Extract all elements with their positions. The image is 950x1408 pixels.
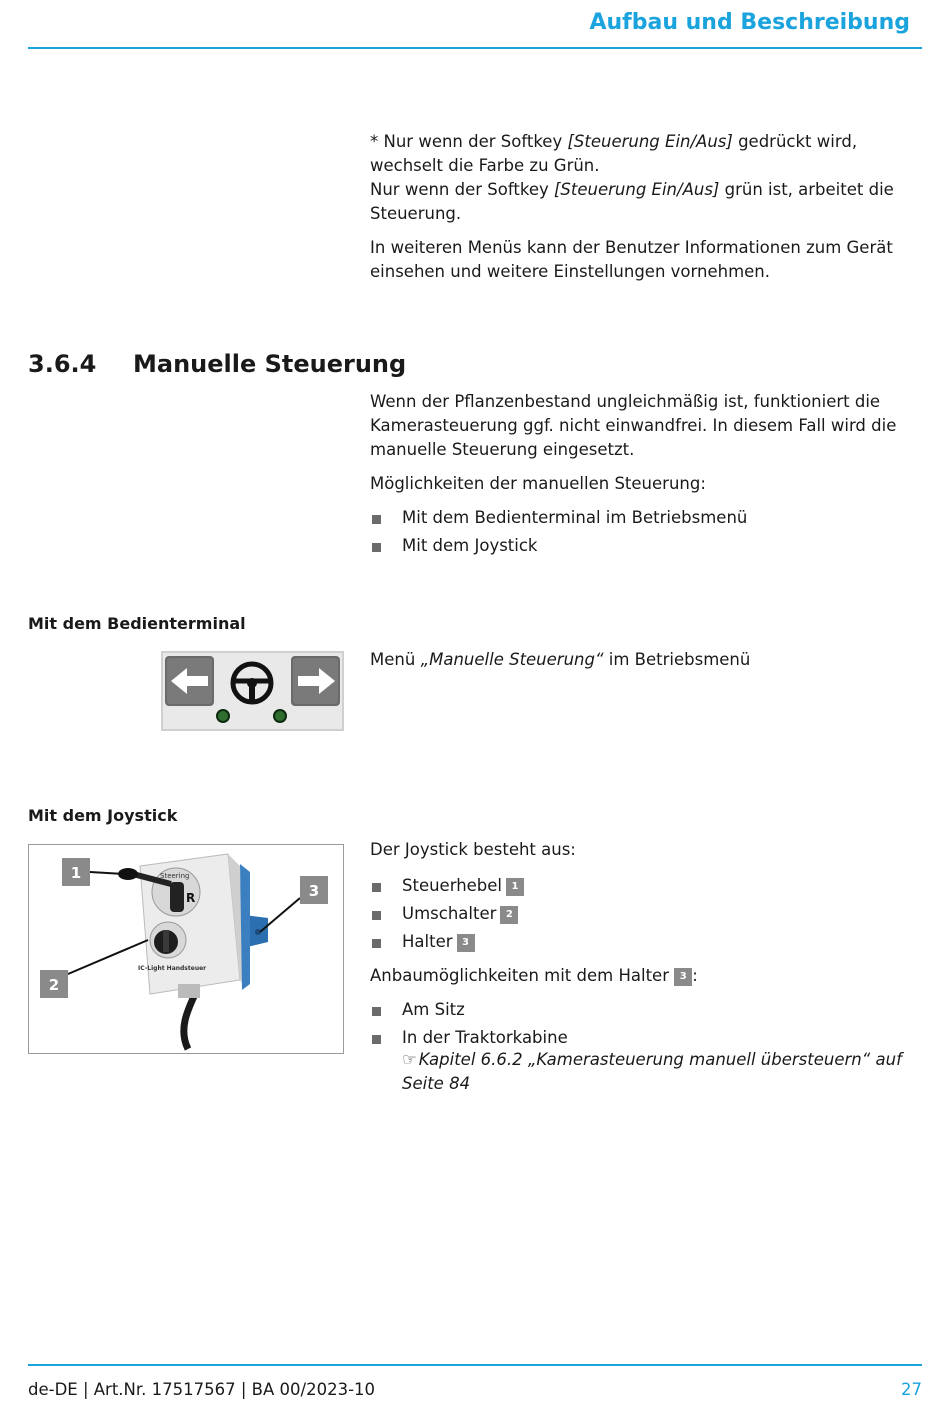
footer-doc-info: de-DE | Art.Nr. 17517567 | BA 00/2023-10 xyxy=(28,1380,376,1399)
part-number-badge: 3 xyxy=(674,968,692,986)
led-left xyxy=(218,711,228,721)
arrow-right-icon xyxy=(291,656,340,706)
photo-label-steering: Steering xyxy=(160,872,190,880)
intro-text xyxy=(370,130,920,284)
list-item: In der Traktorkabine xyxy=(370,1024,920,1052)
section-number: 3.6.4 xyxy=(28,350,97,378)
list-item: Umschalter 2 xyxy=(370,900,920,928)
section-paragraph: Wenn der Pflanzenbestand ungleichmäßig ist, funktioniert die Kamerasteuerung ggf. nicht einwandfrei. In diesem Fall wird die manuelle Steuerung eingesetzt. xyxy=(370,392,897,459)
joystick-text xyxy=(370,838,920,1096)
part-number-badge: 1 xyxy=(506,878,524,896)
terminal-screen-graphic xyxy=(161,651,344,731)
photo-label-r: R xyxy=(186,891,196,905)
terminal-heading: Mit dem Bedienterminal xyxy=(28,614,246,633)
softkey-ref: [Steuerung Ein/Aus] xyxy=(553,180,720,199)
joystick-parts-list xyxy=(370,872,920,956)
part-number-badge: 3 xyxy=(457,934,475,952)
menu-name: „Manuelle Steuerung“ xyxy=(420,650,604,669)
mount-intro: Anbaumöglichkeiten mit dem Halter 3 : xyxy=(370,966,698,985)
intro-paragraph: In weiteren Menüs kann der Benutzer Informationen zum Gerät einsehen und weitere Einstellungen vornehmen. xyxy=(370,238,893,281)
arrow-left-icon xyxy=(165,656,214,706)
callout-1: 1 xyxy=(70,864,82,882)
part-number-badge: 2 xyxy=(500,906,518,924)
photo-label-handsteuer: IC-Light Handsteuer xyxy=(138,965,207,972)
footer-rule xyxy=(28,1364,922,1366)
options-list xyxy=(370,504,920,560)
callout-2: 2 xyxy=(48,976,60,994)
list-item: Am Sitz xyxy=(370,996,920,1024)
mount-list xyxy=(370,996,920,1052)
header-rule xyxy=(28,47,922,49)
list-item: Steuerhebel 1 xyxy=(370,872,920,900)
terminal-screen-image xyxy=(161,651,344,731)
pointing-hand-icon: ☞ xyxy=(402,1050,417,1069)
section-options-intro: Möglichkeiten der manuellen Steuerung: xyxy=(370,474,706,493)
cross-reference-link[interactable]: ☞ Kapitel 6.6.2 „Kamerasteuerung manuell übersteuern“ auf Seite 84 xyxy=(402,1050,902,1093)
section-body xyxy=(370,390,920,560)
intro-note: * Nur wenn der Softkey [Steuerung Ein/Aus] gedrückt wird, wechselt die Farbe zu Grün. Nur wenn der Softkey [Steuerung Ein/Aus] grün ist, arbeitet die Steuerung. xyxy=(370,132,894,223)
terminal-text: Menü „Manuelle Steuerung“ im Betriebsmenü xyxy=(370,650,751,669)
joystick-graphic xyxy=(28,844,344,1054)
led-right xyxy=(275,711,285,721)
softkey-ref: [Steuerung Ein/Aus] xyxy=(567,132,733,151)
running-header-title: Aufbau und Beschreibung xyxy=(589,10,910,35)
list-item: Halter 3 xyxy=(370,928,920,956)
callout-3: 3 xyxy=(308,882,320,900)
joystick-heading: Mit dem Joystick xyxy=(28,806,178,825)
list-item: Mit dem Joystick xyxy=(370,532,920,560)
page-number: 27 xyxy=(901,1380,922,1399)
list-item: Mit dem Bedienterminal im Betriebsmenü xyxy=(370,504,920,532)
joystick-intro: Der Joystick besteht aus: xyxy=(370,840,576,859)
joystick-photo xyxy=(28,844,344,1054)
section-title: Manuelle Steuerung xyxy=(133,350,407,378)
